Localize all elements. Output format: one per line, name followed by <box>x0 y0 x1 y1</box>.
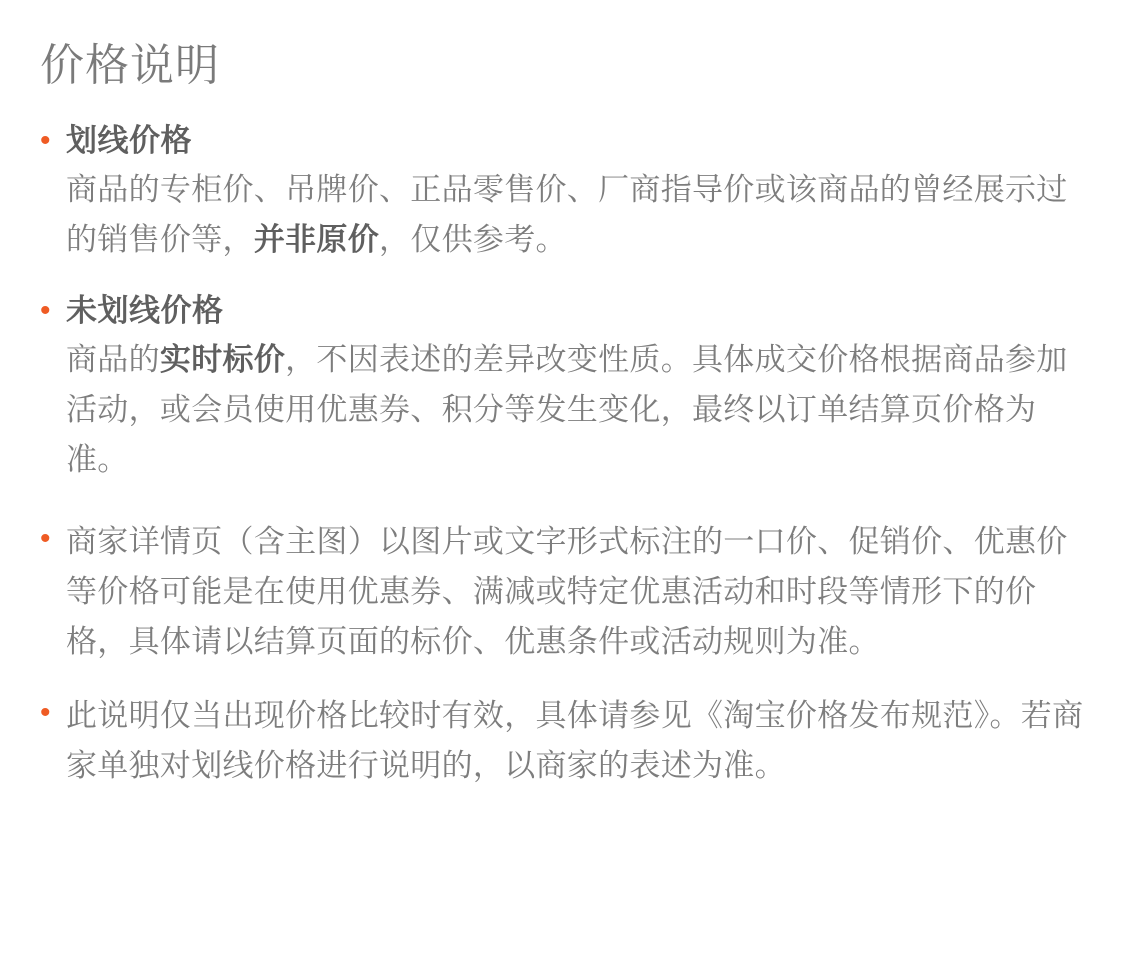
page-title: 价格说明 <box>40 41 220 90</box>
section-strikethrough-price <box>40 119 1085 265</box>
section-body-tail: ，仅供参考。 <box>379 221 567 257</box>
list-item-text: 此说明仅当出现价格比较时有效，具体请参见《淘宝价格发布规范》。若商家单独对划线价格进行说明的，以商家的表述为准。 <box>66 697 1084 783</box>
section-heading-row <box>40 289 1085 333</box>
section-body <box>40 163 1085 265</box>
section-body <box>40 333 1085 485</box>
section-body-tail: ，不因表述的差异改变性质。具体成交价格根据商品参加活动，或会员使用优惠券、积分等发生变化，最终以订单结算页价格为准。 <box>66 341 1068 477</box>
spacer <box>40 503 1085 517</box>
section-heading: 未划线价格 <box>66 292 224 328</box>
list-item <box>40 691 1085 791</box>
section-heading-row <box>40 119 1085 163</box>
bullet-icon: • <box>40 521 51 555</box>
section-body-lead: 商品的 <box>66 341 160 377</box>
section-body-lead: 商品的专柜价、吊牌价、正品零售价、厂商指导价或该商品的曾经展示过的销售价等， <box>66 171 1068 257</box>
section-heading: 划线价格 <box>66 122 192 158</box>
list-item <box>40 517 1085 667</box>
list-item-text: 商家详情页（含主图）以图片或文字形式标注的一口价、促销价、优惠价等价格可能是在使用优惠券、满减或特定优惠活动和时段等情形下的价格，具体请以结算页面的标价、优惠条件或活动规则为准。 <box>66 523 1068 659</box>
section-body-strong: 并非原价 <box>253 221 380 257</box>
section-non-strikethrough-price <box>40 289 1085 485</box>
bullet-icon: • <box>40 123 51 157</box>
section-body-strong: 实时标价 <box>159 341 286 377</box>
bullet-icon: • <box>40 695 51 729</box>
bullet-icon: • <box>40 293 51 327</box>
